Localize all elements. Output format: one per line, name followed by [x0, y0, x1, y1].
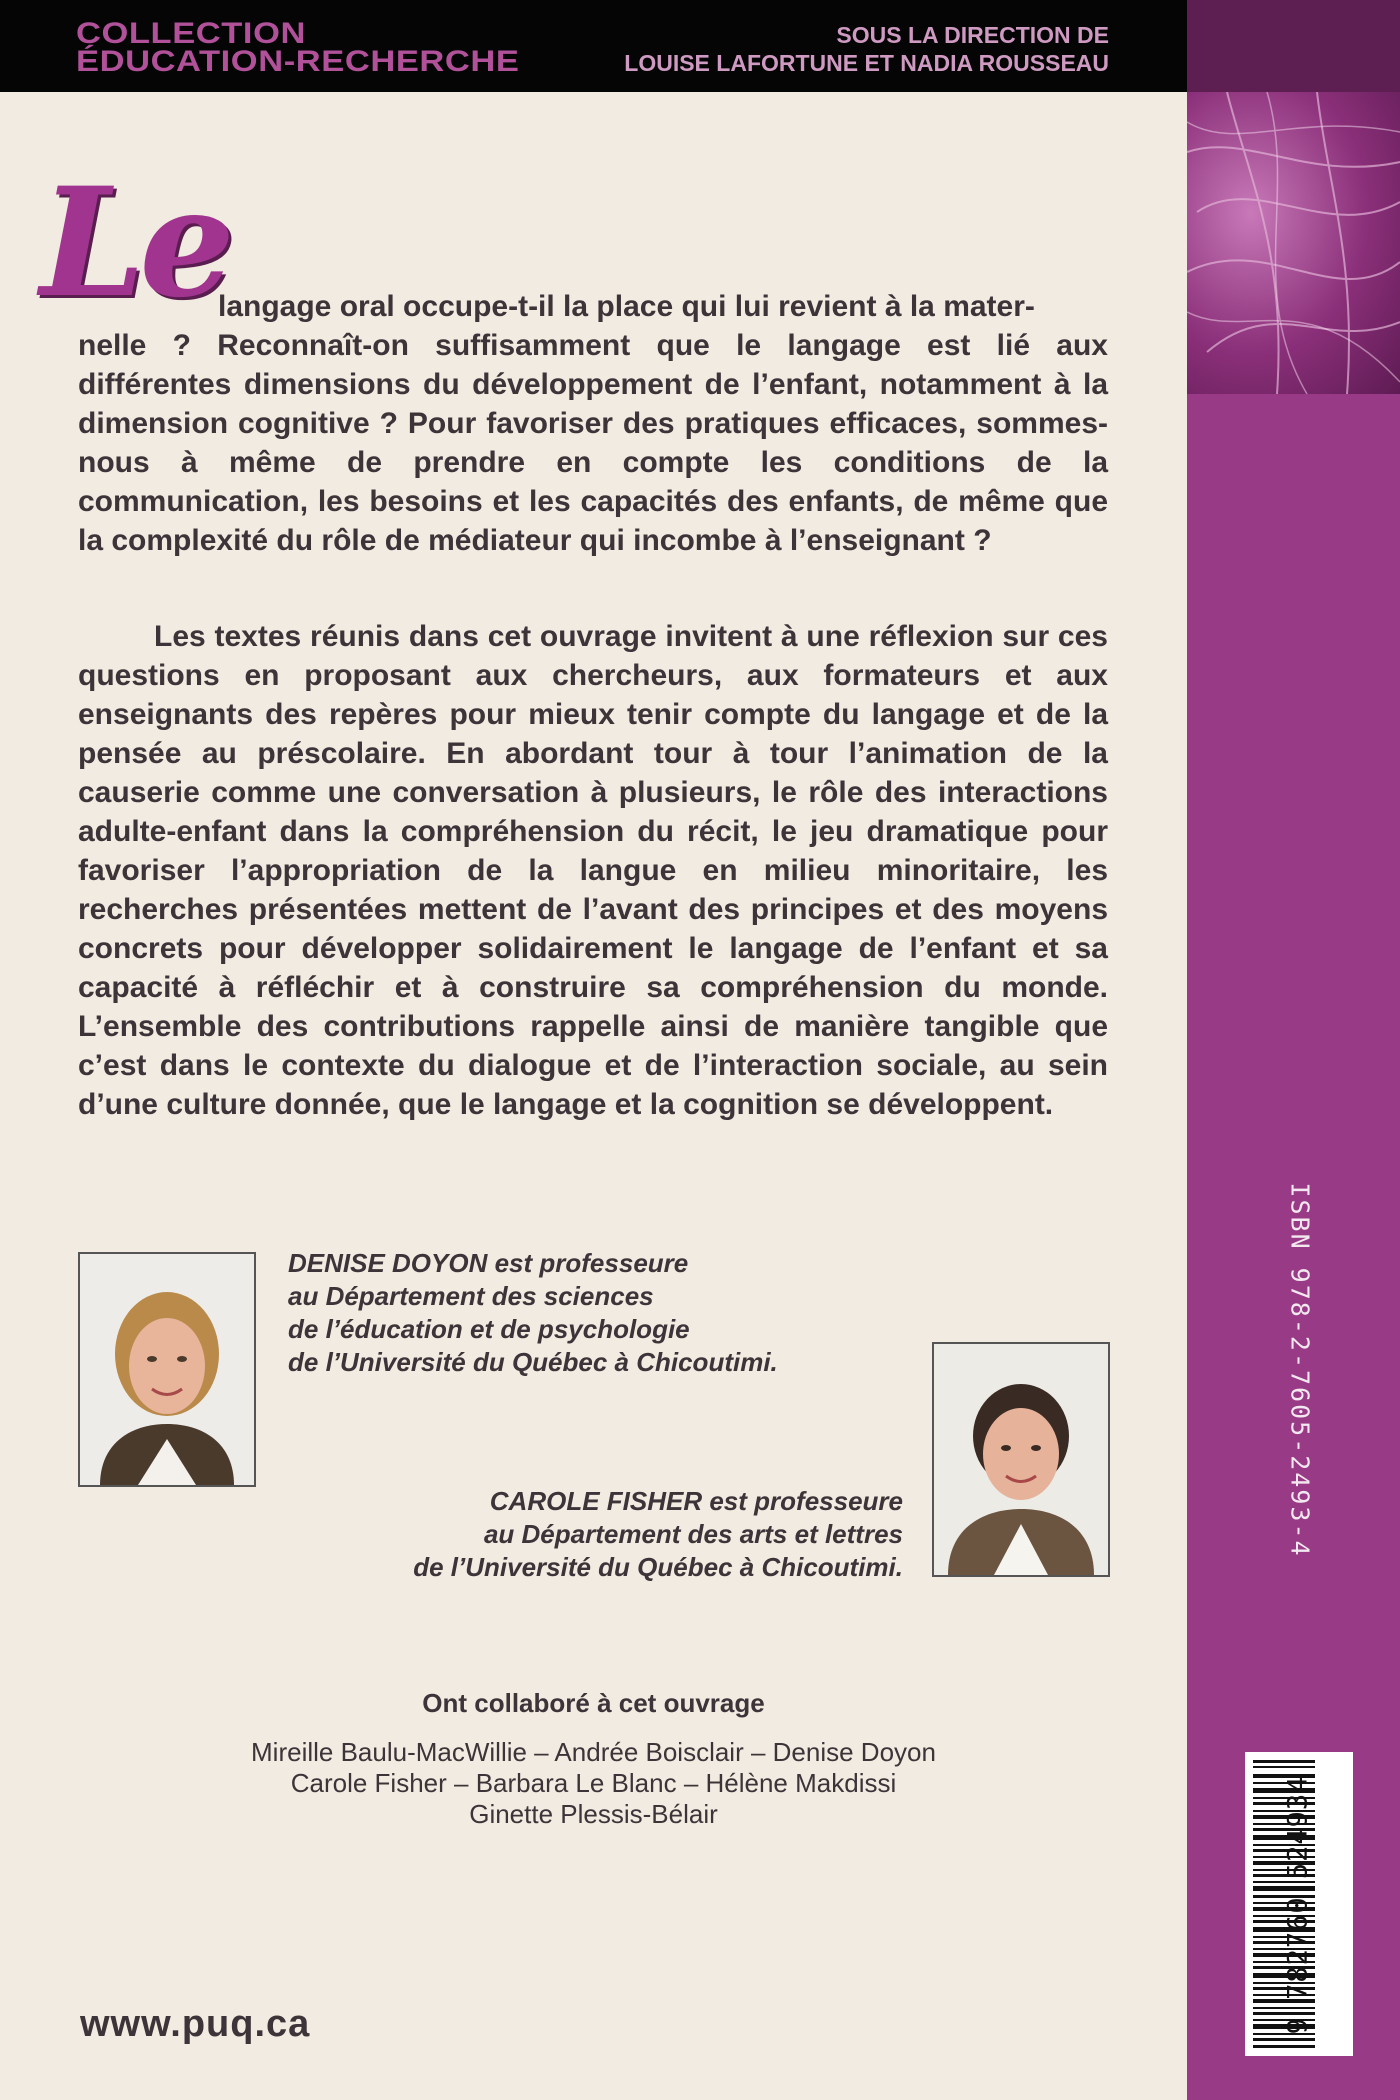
bio-line: de l’Université du Québec à Chicoutimi.	[413, 1552, 903, 1582]
drop-cap: Le	[40, 155, 229, 331]
contributors-line: Ginette Plessis-Bélair	[469, 1799, 718, 1829]
author-photo-carole-fisher	[932, 1342, 1110, 1577]
author-photo-denise-doyon	[78, 1252, 256, 1487]
intro-rest: nelle ? Reconnaît-on suffisamment que le langage est lié aux différentes dimensions du développement de l’enfant, notamment à la dimension cognitive ? Pour favoriser des pratiques efficaces, sommes-nous à même de prendre en compte les conditions de la communication, les besoins et les capacités des enfants, de même que la complexité du rôle de médiateur qui incombe à l’enseignant ?	[78, 329, 1108, 557]
editors-line-1: SOUS LA DIRECTION DE	[836, 22, 1109, 48]
bio-line: de l’éducation et de psychologie	[288, 1314, 690, 1344]
bio-line: DENISE DOYON est professeure	[288, 1248, 689, 1278]
intro-paragraph	[78, 287, 1108, 560]
bio-line: au Département des arts et lettres	[483, 1519, 903, 1549]
contributors-line: Carole Fisher – Barbara Le Blanc – Hélène Makdissi	[290, 1768, 897, 1798]
barcode-number: 9 782760 524934	[1282, 1775, 1314, 2035]
bio-line: CAROLE FISHER est professeure	[489, 1486, 903, 1516]
contributors-title: Ont collaboré à cet ouvrage	[422, 1688, 765, 1718]
bio-line: de l’Université du Québec à Chicoutimi.	[288, 1347, 778, 1377]
strip-top-block	[1187, 0, 1400, 92]
editors	[624, 21, 1109, 77]
header-band	[0, 0, 1187, 92]
editors-line-2: LOUISE LAFORTUNE ET NADIA ROUSSEAU	[624, 50, 1109, 76]
decorative-plant-image	[1187, 92, 1400, 394]
author-bio-denise-doyon	[288, 1247, 778, 1379]
contributors-list	[0, 1737, 1187, 1830]
collection-line-2: ÉDUCATION-RECHERCHE	[76, 45, 520, 78]
publisher-url[interactable]: www.puq.ca	[80, 2003, 311, 2045]
collection-name	[76, 17, 520, 78]
bio-line: au Département des sciences	[288, 1281, 654, 1311]
isbn-text: ISBN 978-2-7605-2493-4	[1285, 1182, 1315, 1558]
description-paragraph: Les textes réunis dans cet ouvrage invitent à une réflexion sur ces questions en proposant aux chercheurs, aux formateurs et aux enseignants des repères pour mieux tenir compte du langage et de la pensée au préscolaire. En abordant tour à tour l’animation de la causerie comme une conversation à plusieurs, le rôle des interactions adulte-enfant dans la compréhension du récit, le jeu dramatique pour favoriser l’appropriation de la langue en milieu minoritaire, les recherches présentées mettent de l’avant des principes et des moyens concrets pour développer solidairement le langage de l’enfant et sa capacité à réfléchir et à construire sa compréhension du monde. L’ensemble des contributions rappelle ainsi de manière tangible que c’est dans le contexte du dialogue et de l’interaction sociale, au sein d’une culture donnée, que le langage et la cognition se développent.	[78, 620, 1108, 1121]
intro-first-line: langage oral occupe-t-il la place qui lui revient à la mater-	[218, 290, 1035, 323]
author-bio-carole-fisher	[413, 1485, 903, 1584]
collection-line-1: COLLECTION	[76, 17, 306, 50]
contributors-line: Mireille Baulu-MacWillie – Andrée Boisclair – Denise Doyon	[251, 1737, 936, 1767]
